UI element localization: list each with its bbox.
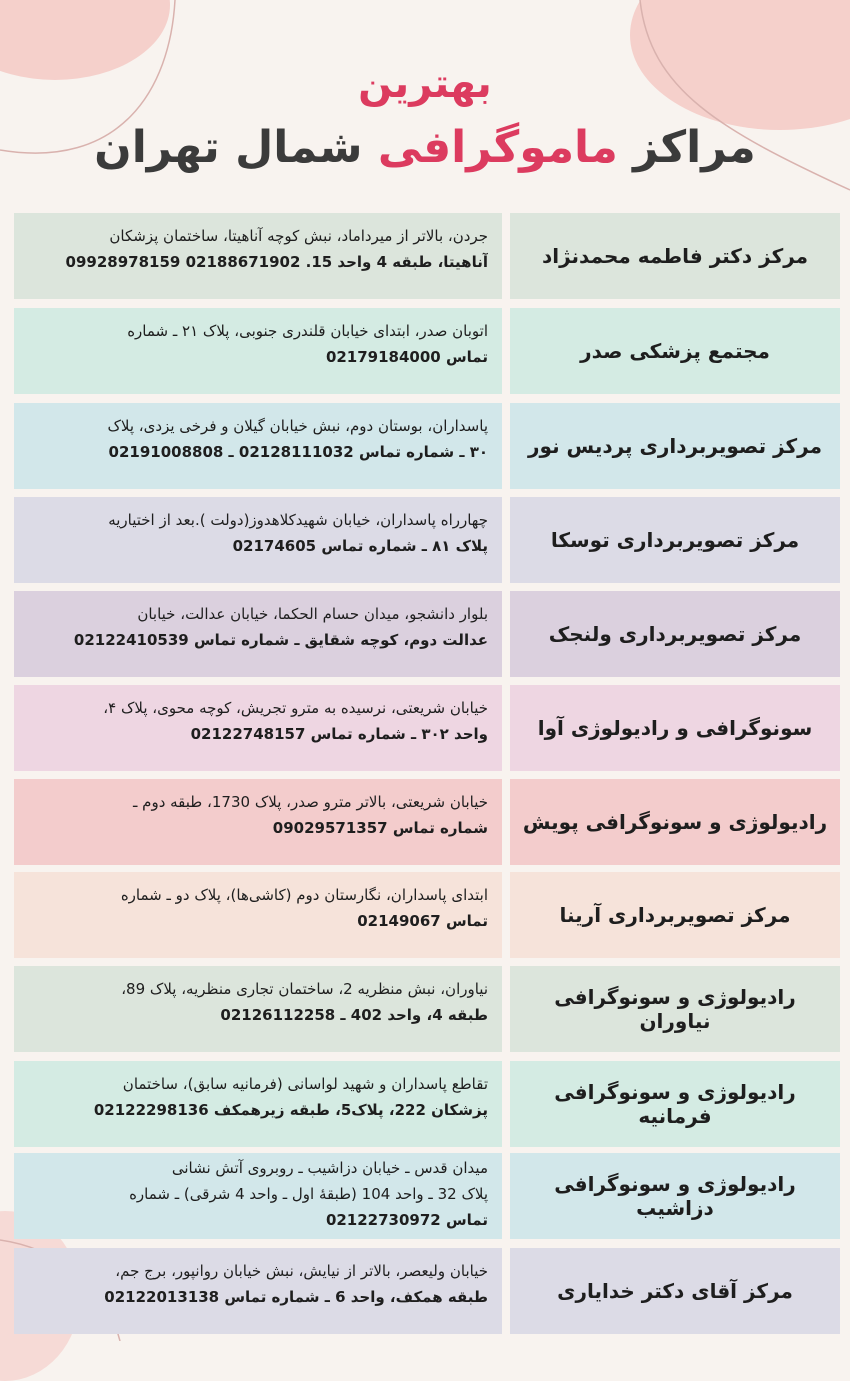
address-line-2: پزشکان 222، پلاک5، طبقه زیرهمکف 02122298136 xyxy=(93,1101,488,1119)
center-name: مجتمع پزشکی صدر xyxy=(510,308,840,394)
center-address xyxy=(14,213,502,299)
address-line-1: ابتدای پاسداران، نگارستان دوم (کاشی‌ها)، پلاک دو ـ شماره xyxy=(120,886,488,904)
address-line-2: طبقه همکف، واحد 6 ـ شماره تماس 02122013138 xyxy=(104,1288,488,1306)
center-address xyxy=(14,1153,502,1239)
address-line-1: میدان قدس ـ خیابان دزاشیب ـ روبروی آتش نشانی xyxy=(171,1159,488,1177)
address-line-2: ۳۰ ـ شماره تماس 02128111032 ـ 02191008808 xyxy=(108,443,488,461)
center-row xyxy=(14,1248,840,1334)
center-row xyxy=(14,872,840,958)
address-line-1: خیابان ولیعصر، بالاتر از نیایش، نبش خیابان روانپور، برج جم، xyxy=(115,1262,488,1280)
center-address xyxy=(14,685,502,771)
title-part2: شمال تهران xyxy=(94,122,378,173)
address-line-1: خیابان شریعتی، نرسیده به مترو تجریش، کوچه محوی، پلاک ۴، xyxy=(103,699,488,717)
address-line-2: تماس 02149067 xyxy=(357,912,488,930)
center-row xyxy=(14,308,840,394)
center-name: مرکز تصویربرداری ولنجک xyxy=(510,591,840,677)
center-address xyxy=(14,403,502,489)
address-line-1: خیابان شریعتی، بالاتر مترو صدر، پلاک 1730، طبقه دوم ـ xyxy=(133,793,488,811)
center-address xyxy=(14,779,502,865)
center-address xyxy=(14,497,502,583)
address-line-1: بلوار دانشجو، میدان حسام الحکما، خیابان عدالت، خیابان xyxy=(137,605,488,623)
center-row xyxy=(14,497,840,583)
center-name: مرکز تصویربرداری آرینا xyxy=(510,872,840,958)
center-row xyxy=(14,685,840,771)
address-line-2: شماره تماس 09029571357 xyxy=(272,819,488,837)
center-address xyxy=(14,308,502,394)
address-line-2: واحد ۳۰۲ ـ شماره تماس 02122748157 xyxy=(190,725,488,743)
center-row xyxy=(14,779,840,865)
center-address xyxy=(14,1248,502,1334)
center-name: رادیولوژی و سونوگرافی فرمانیه xyxy=(510,1061,840,1147)
center-address xyxy=(14,872,502,958)
address-line-1: اتوبان صدر، ابتدای خیابان قلندری جنوبی، پلاک ۲۱ ـ شماره xyxy=(127,322,488,340)
center-name: رادیولوژی و سونوگرافی نیاوران xyxy=(510,966,840,1052)
address-line-1: پاسداران، بوستان دوم، نبش خیابان گیلان و فرخی یزدی، پلاک xyxy=(107,417,488,435)
center-row xyxy=(14,966,840,1052)
center-row xyxy=(14,1061,840,1147)
center-row xyxy=(14,213,840,299)
center-name: رادیولوژی و سونوگرافی دزاشیب xyxy=(510,1153,840,1239)
center-row xyxy=(14,403,840,489)
address-line-2: آناهیتا، طبقه 4 واحد 15. 02188671902 09928978159 xyxy=(65,253,488,271)
address-line-2: تماس 02179184000 xyxy=(325,348,488,366)
title-part1: مراکز xyxy=(617,122,756,173)
center-address xyxy=(14,1061,502,1147)
address-line-3: تماس 02122730972 xyxy=(325,1211,488,1229)
address-line-2: پلاک 32 ـ واحد 104 (طبقهٔ اول ـ واحد 4 شرقی) ـ شماره xyxy=(129,1185,488,1203)
center-name: مرکز تصویربرداری توسکا xyxy=(510,497,840,583)
header-kicker: بهترین xyxy=(358,61,492,107)
address-line-2: پلاک ۸۱ ـ شماره تماس 02174605 xyxy=(232,537,488,555)
address-line-1: تقاطع پاسداران و شهید لواسانی (فرمانیه سابق)، ساختمان xyxy=(122,1075,488,1093)
page-title xyxy=(0,117,850,179)
center-address xyxy=(14,966,502,1052)
address-line-2: طبقه 4، واحد 402 ـ 02126112258 xyxy=(220,1006,488,1024)
center-name: مرکز تصویربرداری پردیس نور xyxy=(510,403,840,489)
address-line-1: جردن، بالاتر از میرداماد، نبش کوچه آناهیتا، ساختمان پزشکان xyxy=(109,227,488,245)
center-row xyxy=(14,591,840,677)
center-name: سونوگرافی و رادیولوژی آوا xyxy=(510,685,840,771)
address-line-1: چهارراه پاسداران، خیابان شهیدکلاهدوز(دولت ).بعد از اختیاریه xyxy=(108,511,488,529)
center-row xyxy=(14,1153,840,1239)
address-line-2: عدالت دوم، کوچه شقایق ـ شماره تماس 02122410539 xyxy=(73,631,488,649)
center-name: رادیولوژی و سونوگرافی پویش xyxy=(510,779,840,865)
address-line-1: نیاوران، نبش منظریه 2، ساختمان تجاری منظریه، پلاک 89، xyxy=(121,980,488,998)
center-address xyxy=(14,591,502,677)
center-name: مرکز آقای دکتر خدایاری xyxy=(510,1248,840,1334)
page-header xyxy=(0,55,850,179)
title-accent: ماموگرافی xyxy=(377,122,618,173)
center-name: مرکز دکتر فاطمه محمدنژاد xyxy=(510,213,840,299)
